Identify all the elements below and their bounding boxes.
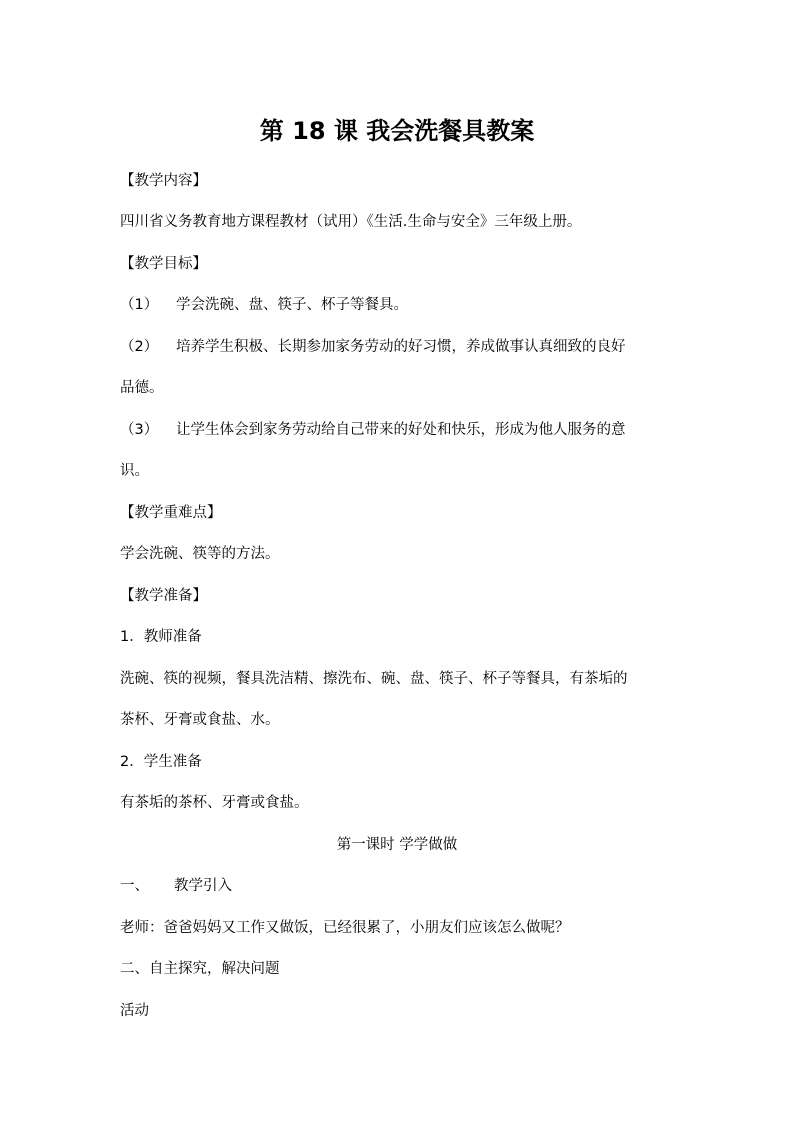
goal-item-3 — [120, 419, 626, 441]
step-2-heading: 二、自主探究，解决问题 — [120, 961, 280, 977]
document-title: 第 18 课 我会洗餐具教案 — [259, 117, 535, 145]
teacher-prep-paragraph: 洗碗、筷的视频，餐具洗洁精、擦洗布、碗、盘、筷子、杯子等餐具，有茶垢的 — [120, 671, 628, 687]
keypoints-paragraph: 学会洗碗、筷等的方法。 — [120, 546, 280, 562]
goal-1-text: 学会洗碗、盘、筷子、杯子等餐具。 — [176, 297, 408, 313]
activity-label: 活动 — [120, 1003, 149, 1019]
step-1-text: 教学引入 — [174, 878, 232, 894]
goal-2-text-continued: 品德。 — [120, 380, 164, 396]
content-paragraph: 四川省义务教育地方课程教材（试用）《生活.生命与安全》三年级上册。 — [120, 214, 582, 230]
student-prep-heading: 2．学生准备 — [120, 754, 202, 770]
goal-3-text: 让学生体会到家务劳动给自己带来的好处和快乐，形成为他人服务的意 — [176, 422, 626, 438]
goal-3-number: （3） — [120, 422, 159, 438]
section-heading-goals: 【教学目标】 — [120, 256, 207, 272]
step-1 — [120, 875, 232, 897]
step-1-number: 一、 — [120, 878, 149, 894]
teacher-speech: 老师：爸爸妈妈又工作又做饭，已经很累了，小朋友们应该怎么做呢？ — [120, 920, 570, 936]
section-heading-prep: 【教学准备】 — [120, 588, 207, 604]
goal-3-text-continued: 识。 — [120, 463, 149, 479]
lesson-title: 第一课时 学学做做 — [336, 837, 458, 853]
section-heading-content: 【教学内容】 — [120, 173, 207, 189]
goal-item-1 — [120, 294, 408, 316]
section-heading-keypoints: 【教学重难点】 — [120, 505, 222, 521]
goal-2-number: （2） — [120, 339, 159, 355]
goal-item-2 — [120, 336, 626, 358]
student-prep-paragraph: 有茶垢的茶杯、牙膏或食盐。 — [120, 795, 309, 811]
goal-1-number: （1） — [120, 297, 159, 313]
teacher-prep-paragraph-continued: 茶杯、牙膏或食盐、水。 — [120, 712, 280, 728]
goal-2-text: 培养学生积极、长期参加家务劳动的好习惯，养成做事认真细致的良好 — [176, 339, 626, 355]
teacher-prep-heading: 1．教师准备 — [120, 629, 202, 645]
